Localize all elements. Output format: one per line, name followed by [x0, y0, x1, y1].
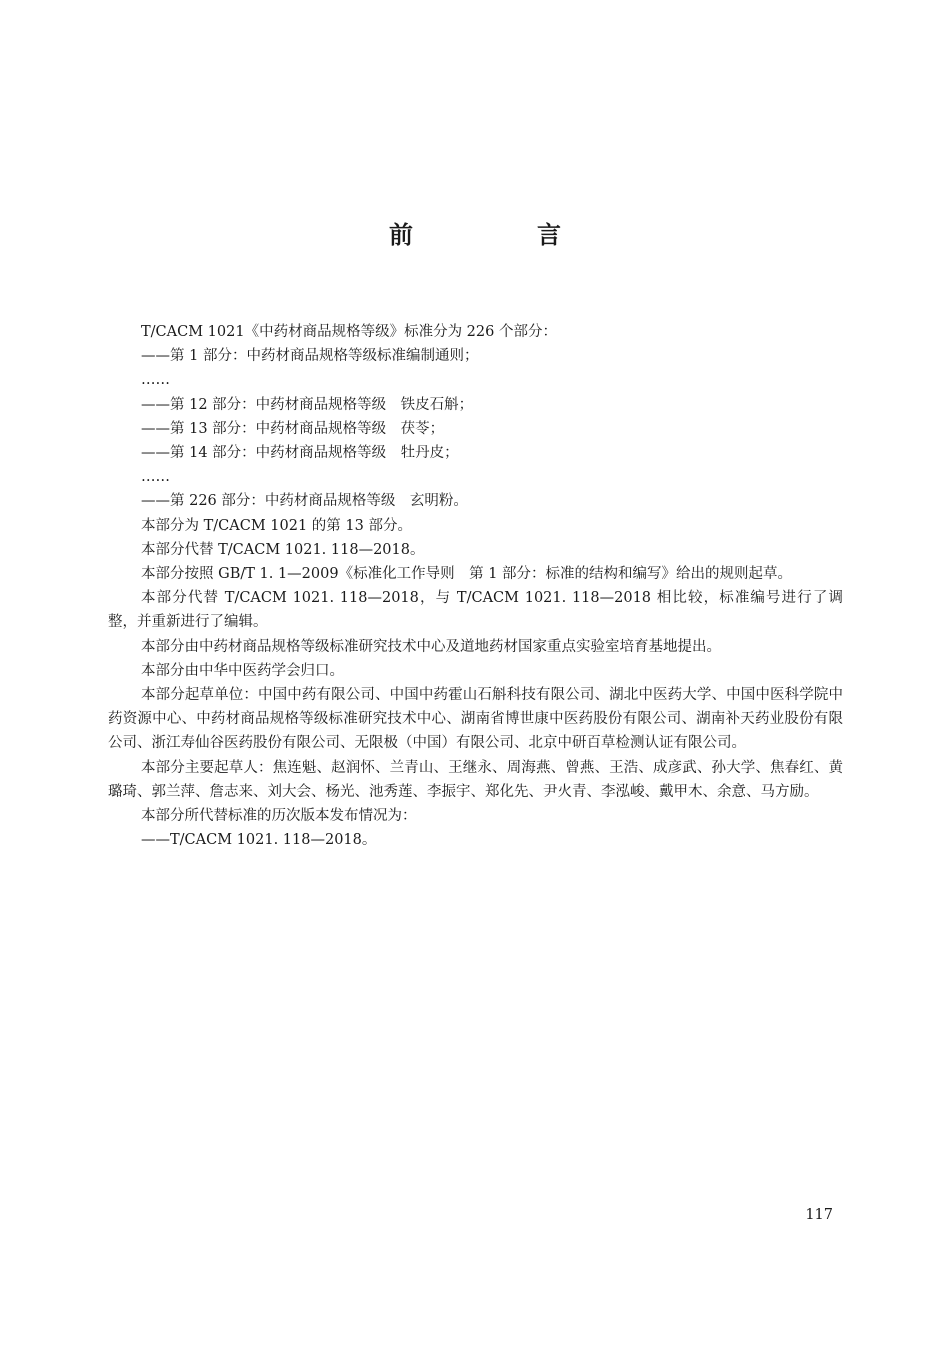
paragraph-under-jurisdiction: 本部分由中华中医药学会归口。	[141, 662, 344, 679]
paragraph-drafting-rules: 本部分按照 GB/T 1. 1—2009《标准化工作导则 第 1 部分：标准的结构和编写》给出的规则起草。	[141, 566, 793, 583]
paragraph-part-statement: 本部分为 T/CACM 1021 的第 13 部分。	[141, 517, 412, 534]
list-item-part-14: ——第 14 部分：中药材商品规格等级 牡丹皮；	[141, 445, 459, 462]
paragraph-changes: 本部分代替 T/CACM 1021. 118—2018，与 T/CACM 1021. 118—2018 相比较，标准编号进行了调整，并重新进行了编辑。	[108, 590, 843, 631]
list-item-part-226: ——第 226 部分：中药材商品规格等级 玄明粉。	[141, 493, 468, 510]
ellipsis-line: ……	[141, 469, 170, 486]
paragraph-proposed-by: 本部分由中药材商品规格等级标准研究技术中心及道地药材国家重点实验室培育基地提出。	[141, 638, 721, 655]
paragraph-drafting-units: 本部分起草单位：中国中药有限公司、中国中药霍山石斛科技有限公司、湖北中医药大学、中国中医科学院中药资源中心、中药材商品规格等级标准研究技术中心、湖南省博世康中医药股份有限公司、湖南补天药业股份有限公司、浙江寿仙谷医药股份有限公司、无限极（中国）有限公司、北京中研百草检测认证有限公司。	[108, 687, 843, 752]
page-title: 前 言	[389, 221, 611, 249]
list-item-previous-version: ——T/CACM 1021. 118—2018。	[141, 832, 377, 849]
ellipsis-line: ……	[141, 372, 170, 389]
paragraph-version-history: 本部分所代替标准的历次版本发布情况为：	[141, 808, 417, 825]
paragraph-series-intro: T/CACM 1021《中药材商品规格等级》标准分为 226 个部分：	[141, 324, 557, 340]
list-item-part-12: ——第 12 部分：中药材商品规格等级 铁皮石斛；	[141, 396, 474, 413]
list-item-part-1: ——第 1 部分：中药材商品规格等级标准编制通则；	[141, 348, 479, 365]
list-item-part-13: ——第 13 部分：中药材商品规格等级 茯苓；	[141, 420, 445, 437]
foreword-body	[108, 320, 843, 852]
paragraph-replaces: 本部分代替 T/CACM 1021. 118—2018。	[141, 541, 425, 558]
page-number: 117	[805, 1207, 833, 1223]
paragraph-main-drafters: 本部分主要起草人：焦连魁、赵润怀、兰青山、王继永、周海燕、曾燕、王浩、成彦武、孙大学、焦春红、黄璐琦、郭兰萍、詹志来、刘大会、杨光、池秀莲、李振宇、郑化先、尹火青、李泓峻、戴甲木、余意、马方励。	[108, 759, 843, 800]
